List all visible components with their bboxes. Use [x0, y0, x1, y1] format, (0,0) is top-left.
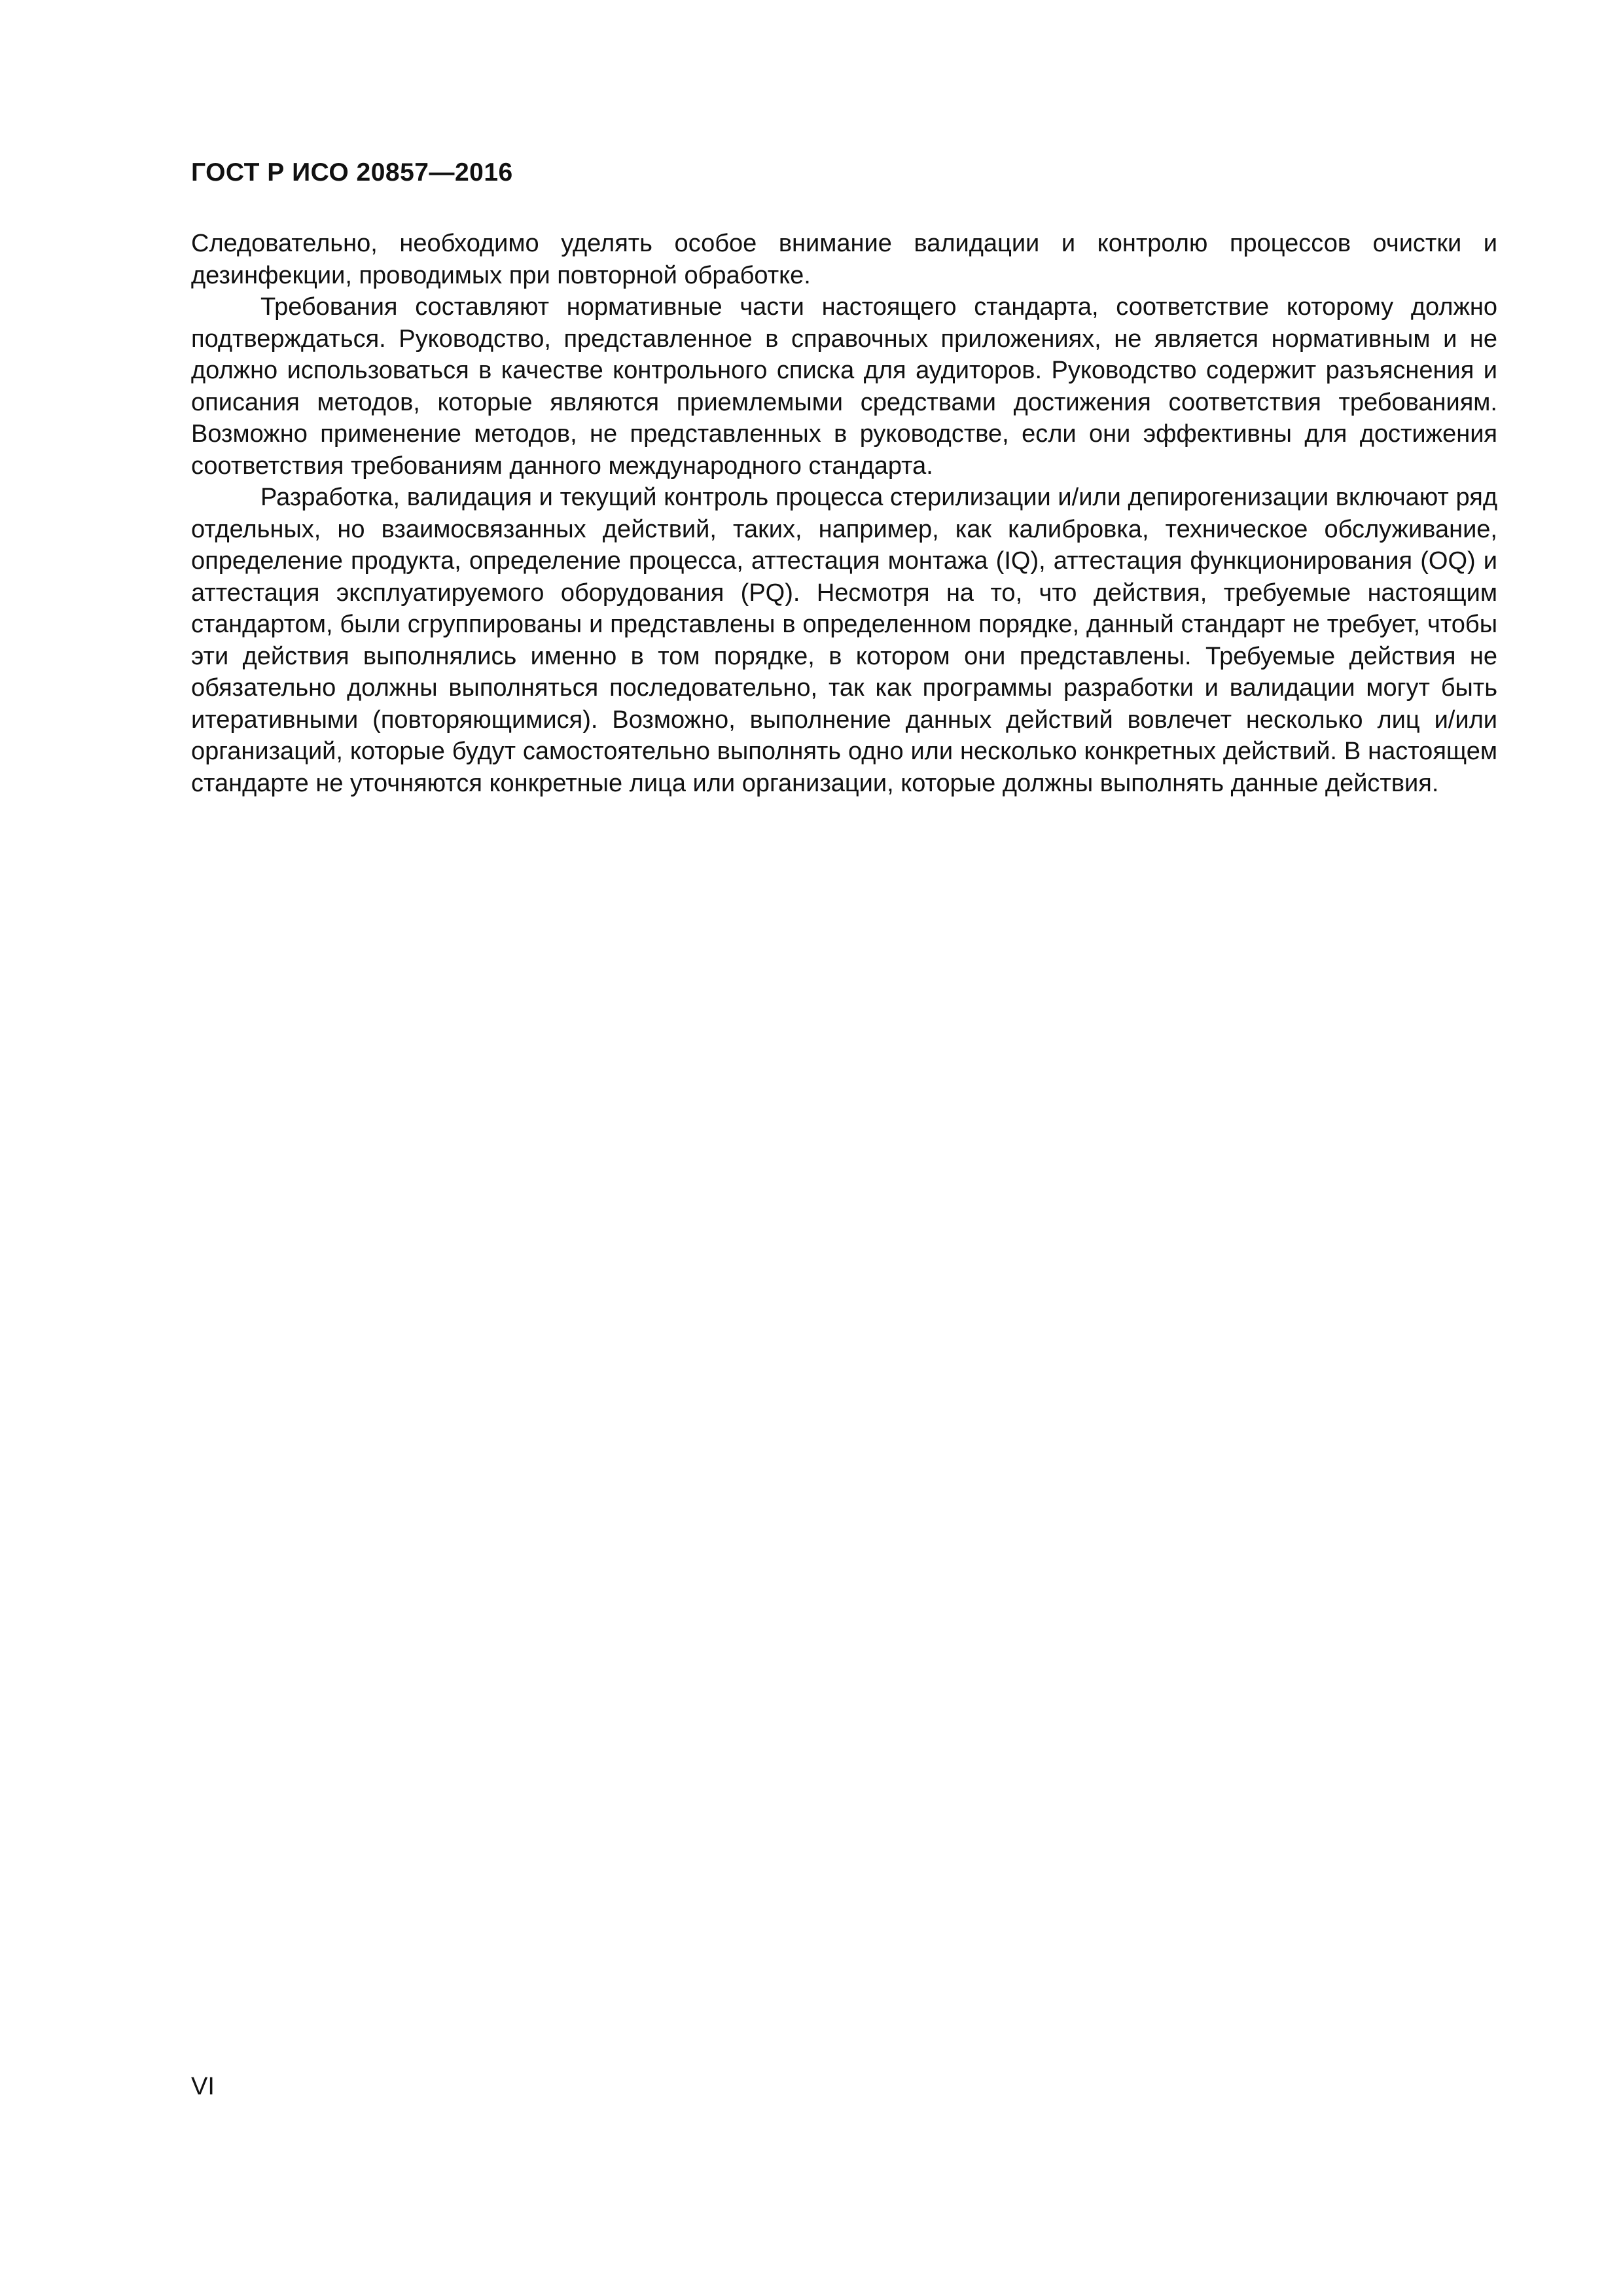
paragraph-continuation: Следовательно, необходимо уделять особое внимание валидации и контролю процессов очистки и дезинфекции, проводимых при повторной обработке. — [191, 230, 1497, 289]
document-body — [191, 228, 1497, 799]
paragraph-requirements: Требования составляют нормативные части настоящего стандарта, соответствие которому должно подтверждаться. Руководство, представленное в справочных приложениях, не является нормативным и не должно использоваться в качестве контрольного списка для аудиторов. Руководство содержит разъяснения и описания методов, которые являются приемлемыми средствами достижения соответствия требованиям. Возможно применение методов, не представленных в руководстве, если они эффективны для достижения соответствия требованиям данного международного стандарта. — [191, 293, 1497, 480]
document-code-header: ГОСТ Р ИСО 20857—2016 — [191, 158, 513, 187]
paragraph-development-validation: Разработка, валидация и текущий контроль процесса стерилизации и/или депирогенизации включают ряд отдельных, но взаимосвязанных действий, таких, например, как калибровка, техническое обслуживание, определение продукта, определение процесса, аттестация монтажа (IQ), аттестация функционирования (OQ) и аттестация эксплуатируемого оборудования (PQ). Несмотря на то, что действия, требуемые настоящим стандартом, были сгруппированы и представлены в определенном порядке, данный стандарт не требует, чтобы эти действия выполнялись именно в том порядке, в котором они представлены. Требуемые действия не обязательно должны выполняться последовательно, так как программы разработки и валидации могут быть итеративными (повторяющимися). Возможно, выполнение данных действий вовлечет несколько лиц и/или организаций, которые будут самостоятельно выполнять одно или несколько конкретных действий. В настоящем стандарте не уточняются конкретные лица или организации, которые должны выполнять данные действия. — [191, 484, 1497, 797]
page-number: VI — [191, 2073, 215, 2100]
